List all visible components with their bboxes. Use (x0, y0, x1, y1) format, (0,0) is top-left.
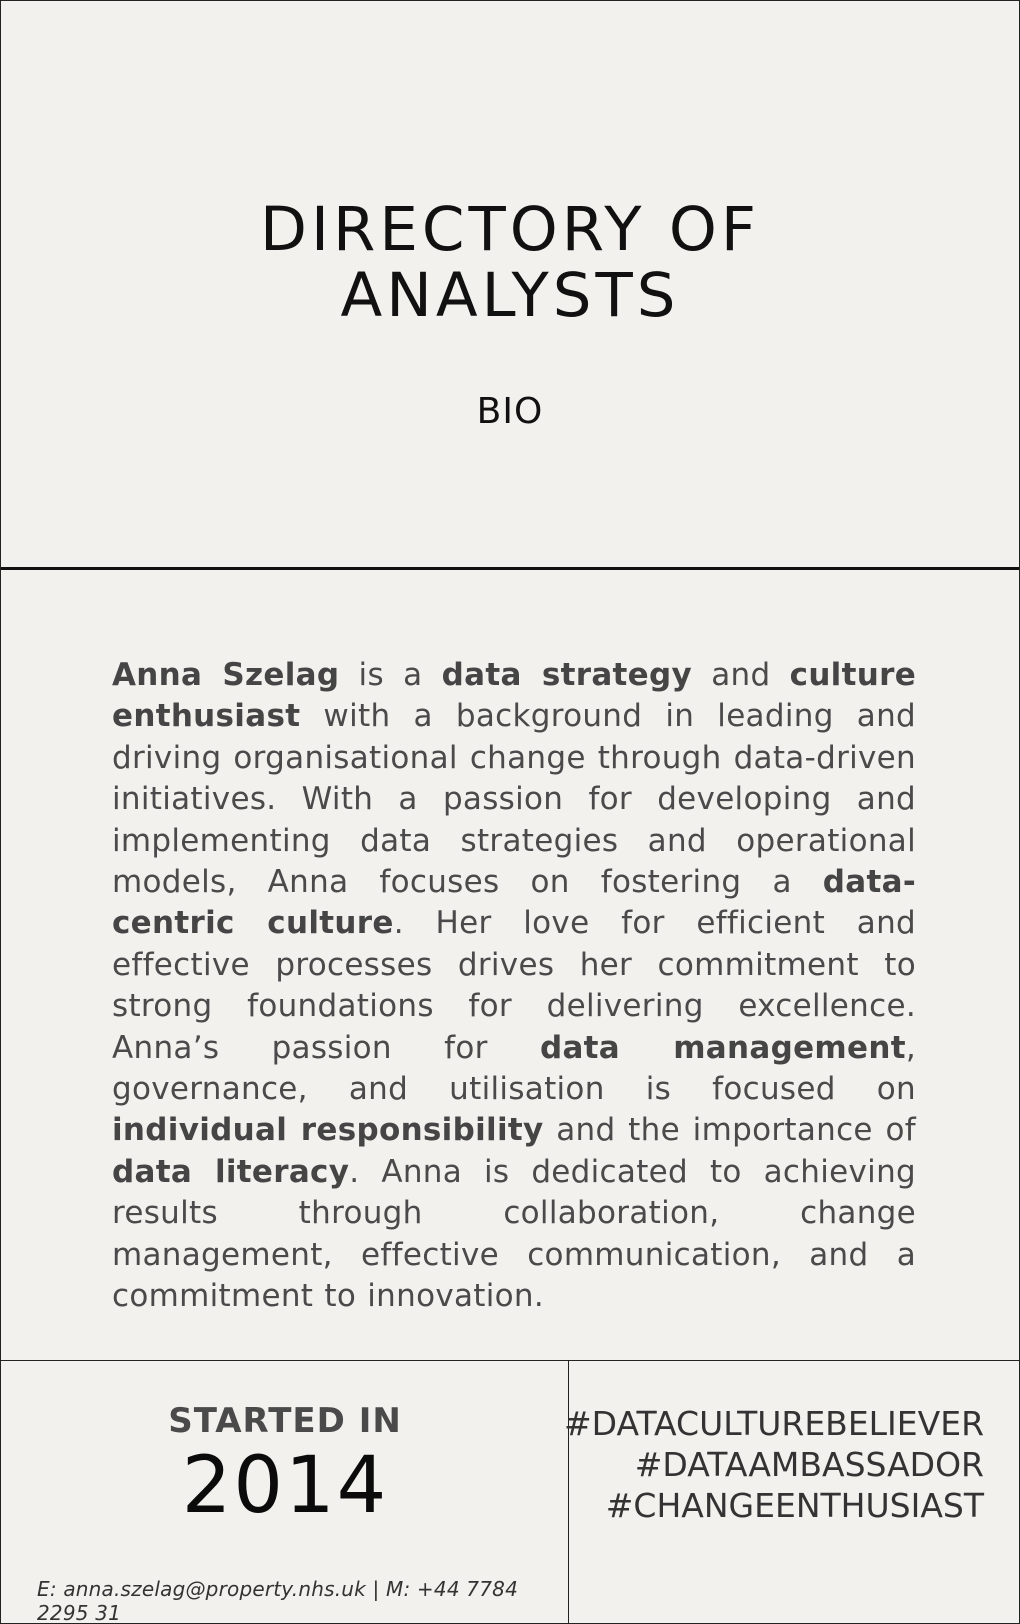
hashtag-list (564, 1403, 984, 1526)
hashtag: #CHANGEENTHUSIAST (605, 1486, 984, 1525)
bio-segment: data management (539, 1029, 906, 1066)
bio-segment: data-centric culture (112, 864, 916, 942)
bio-paragraph (112, 655, 916, 1318)
bio-segment: data literacy (112, 1153, 350, 1190)
bio-segment: and (691, 657, 790, 693)
bio-segment: and the importance of (543, 1112, 916, 1149)
bio-segment: . Anna is dedicated to achieving results through collaboration, change management, effective communication, and a commitment to innovation. (112, 1153, 916, 1315)
title-line-2: ANALYSTS (340, 260, 680, 331)
bio-segment: is a (339, 657, 442, 693)
bio-segment: with a background in leading and driving organisational change through data-driven initiatives. With a passion for developing and implementing data strategies and operational models, Anna focuses on fostering a (112, 698, 916, 901)
title-line-1: DIRECTORY OF (260, 194, 760, 265)
footer-section (1, 1360, 1019, 1624)
started-year: 2014 (181, 1441, 389, 1531)
bio-segment: individual responsibility (112, 1112, 544, 1149)
bio-segment: , governance, and utilisation is focused on (112, 1029, 917, 1108)
bio-segment: data strategy (441, 657, 692, 693)
hashtags-panel (563, 1361, 1020, 1624)
hashtag: #DATAAMBASSADOR (634, 1445, 984, 1484)
started-label: STARTED IN (168, 1401, 402, 1441)
hashtag: #DATACULTUREBELIEVER (563, 1404, 984, 1443)
bio-segment: Anna Szelag (112, 657, 340, 693)
section-subtitle: BIO (476, 391, 544, 432)
bio-segment: culture enthusiast (112, 657, 917, 735)
header-section (1, 1, 1019, 570)
contact-details: E: anna.szelag@property.nhs.uk | M: +44 7784 2295 31 (37, 1577, 518, 1624)
start-info-panel (1, 1361, 569, 1624)
bio-segment: . Her love for efficient and effective processes drives her commitment to strong foundations for delivering excellence. Anna’s passion for (112, 905, 916, 1066)
page-title (1, 194, 1019, 331)
